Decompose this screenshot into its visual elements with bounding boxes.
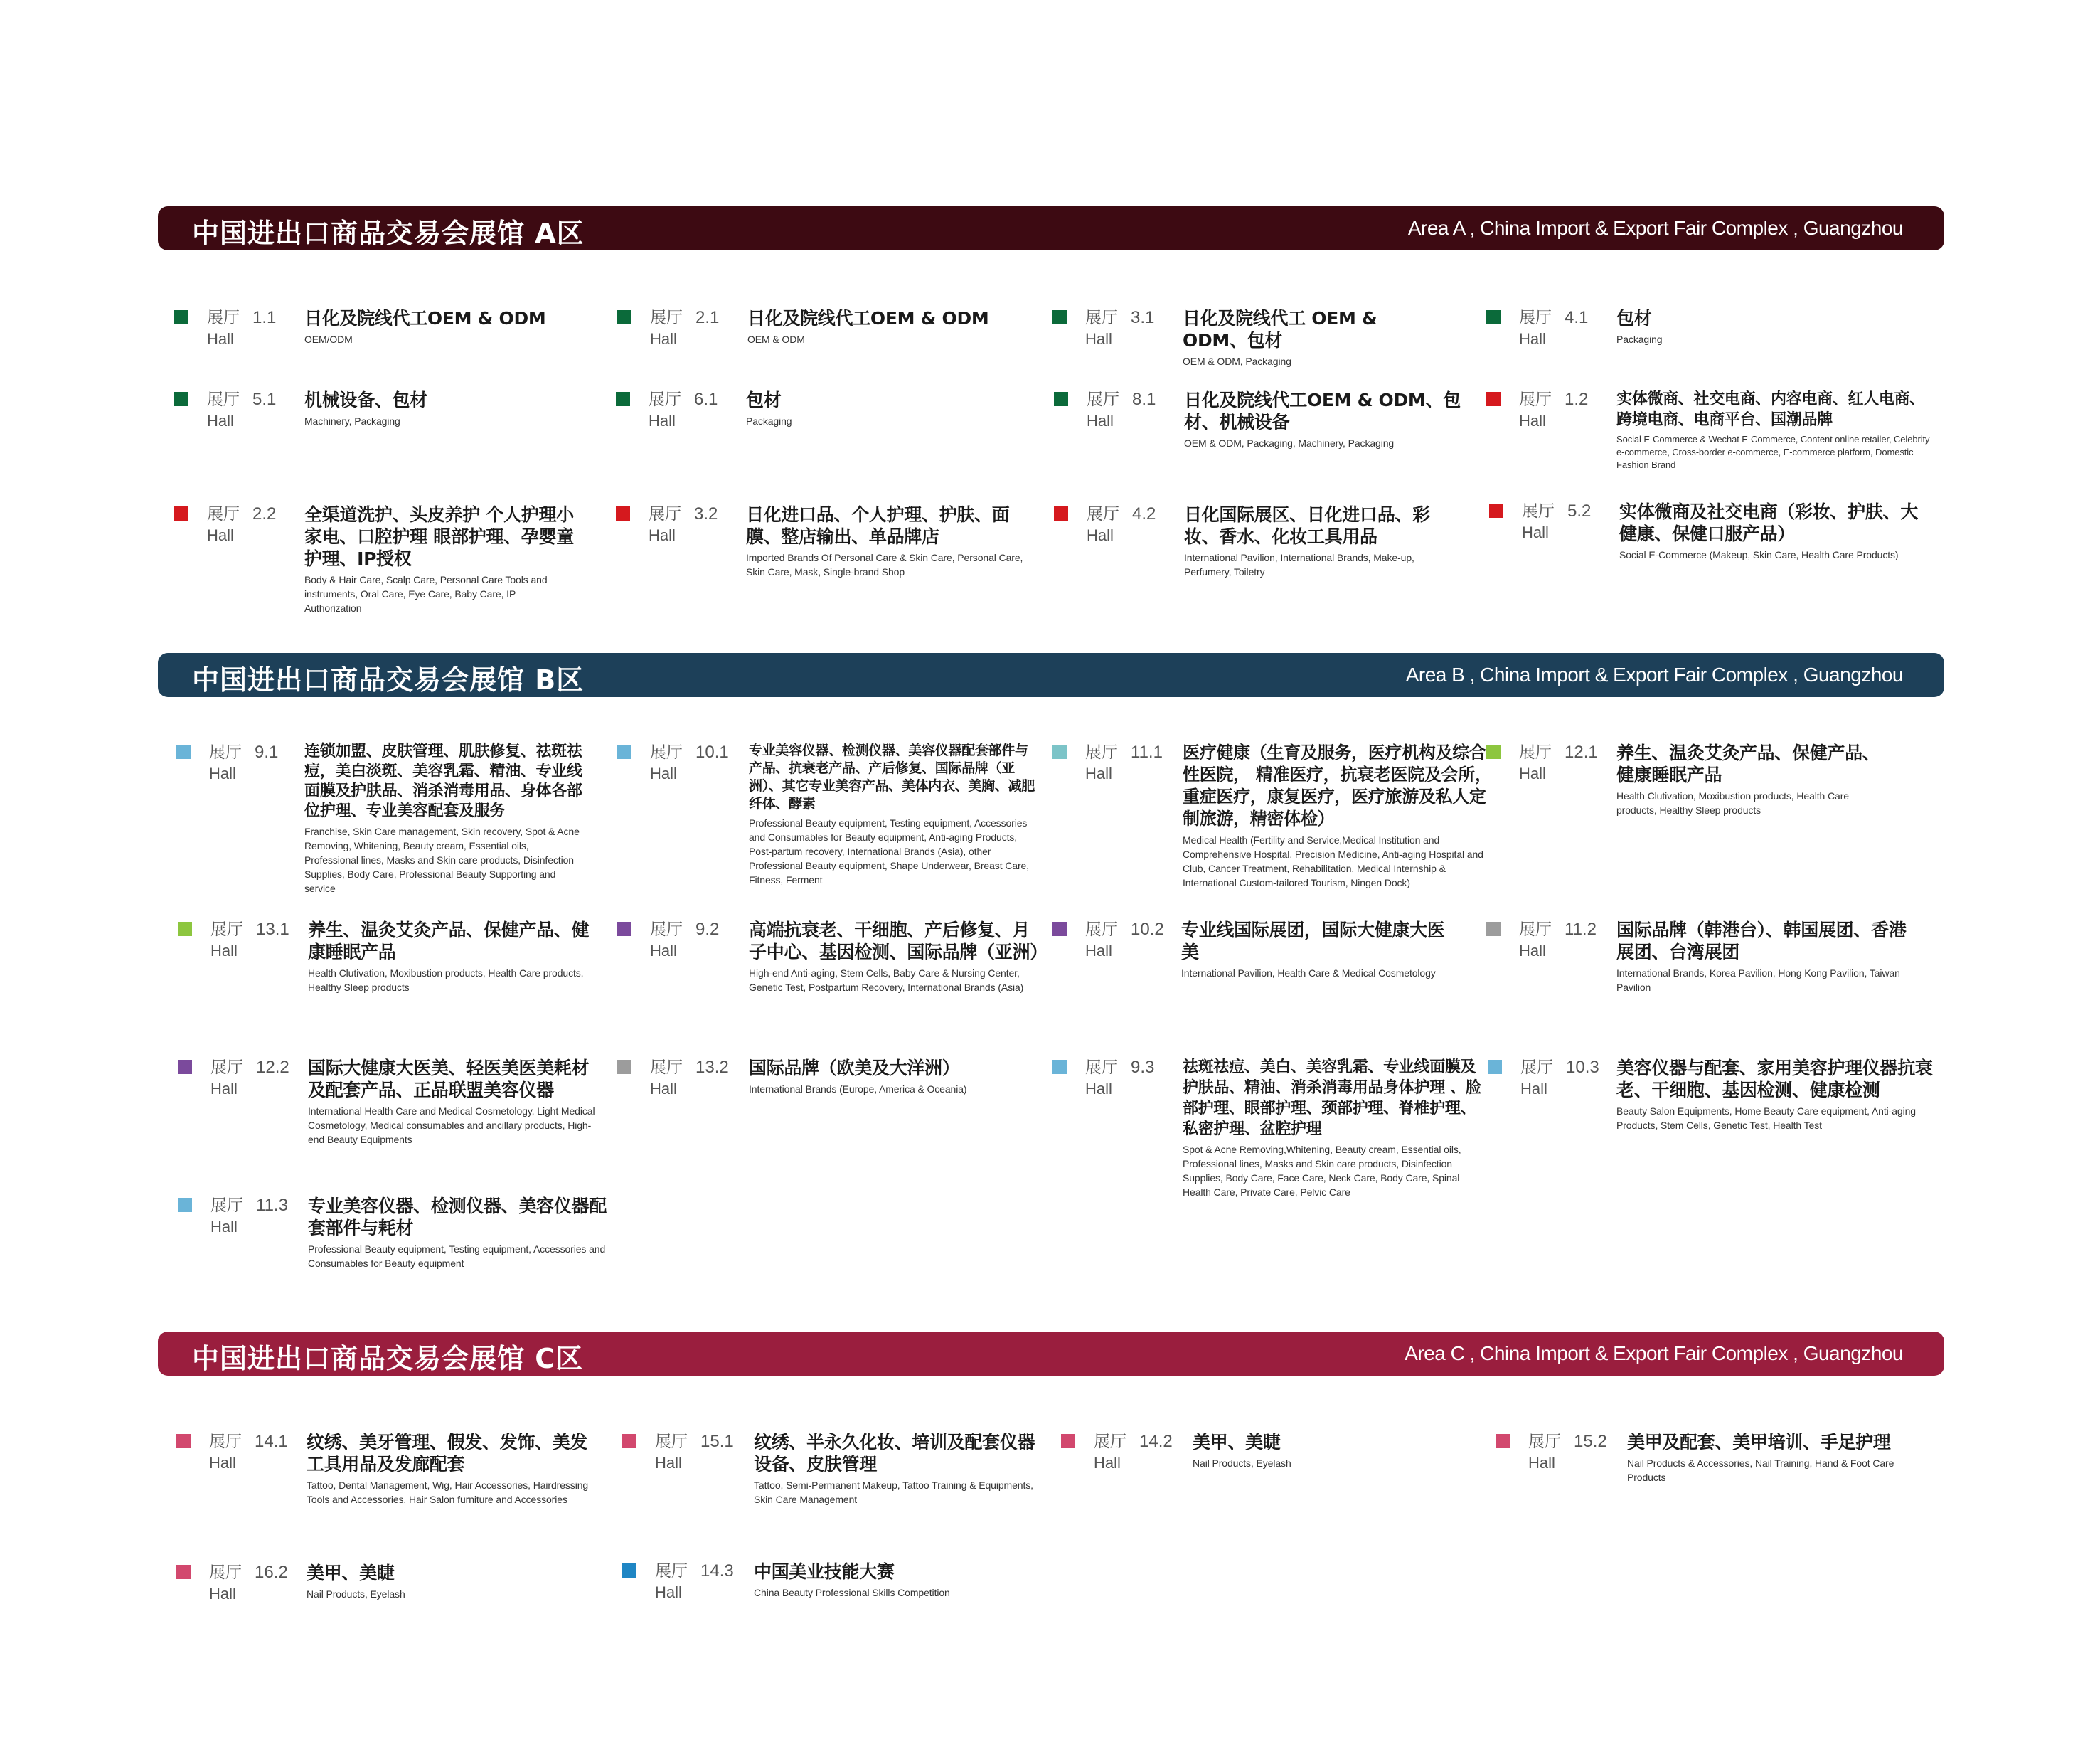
hall-title: 包材 [1616,308,1652,329]
hall-desc: Medical Health (Fertility and Service,Medical Institution and Comprehensive Hospital, Precision Medicine, Anti-aging Hospital and Club, Cancer Treatment, Rehabilitation, Medical Internship & International Custom-tailored Tourism, Ningen Dock) [1183,834,1483,888]
hall-title: 国际大健康大医美、轻医美医美耗材及配套产品、正品联盟美容仪器 [308,1058,590,1100]
hall-desc: Beauty Salon Equipments, Home Beauty Care equipment, Anti-aging Products, Stem Cells, Genetic Test, Health Test [1616,1105,1916,1131]
hall-color-marker [1052,310,1067,324]
hall-title: 国际品牌（欧美及大洋洲） [749,1058,960,1078]
hall-title: 医疗健康（生育及服务，医疗机构及综合性医院， 精准医疗，抗衰老医院及会所，重症医疗，康复医疗，医疗旅游及私人定制旅游，精密体检） [1183,743,1492,829]
hall-label: 展厅 6.1 Hall [649,390,718,430]
hall-label: 展厅 2.2 Hall [207,504,277,544]
hall-desc: Social E-Commerce (Makeup, Skin Care, Health Care Products) [1619,549,1899,560]
hall-label: 展厅 1.1 Hall [207,308,277,348]
hall-title: 日化国际展区、日化进口品、彩妆、香水、化妆工具用品 [1184,504,1430,547]
hall-label: 展厅 11.1 Hall [1085,743,1163,782]
hall-label: 展厅 15.1 Hall [655,1432,734,1472]
hall-desc: Packaging [1616,334,1663,345]
hall-label: 展厅 5.2 Hall [1522,501,1592,541]
hall-desc: International Health Care and Medical Cosmetology, Light Medical Cosmetology, Medical consumables and ancillary products, High-end Beauty Equipments [308,1105,595,1145]
hall-label: 展厅 9.1 Hall [209,743,279,782]
hall-title: 纹绣、美牙管理、假发、发饰、美发工具用品及发廊配套 [307,1432,588,1475]
hall-title: 养生、温灸艾灸产品、保健产品、健康睡眠产品 [308,920,590,962]
hall-title: 日化及院线代工OEM & ODM [304,308,546,329]
hall-title: 高端抗衰老、干细胞、产后修复、月子中心、基因检测、国际品牌（亚洲） [749,920,1048,962]
hall-label: 展厅 4.1 Hall [1519,308,1589,348]
hall-color-marker [1054,506,1068,521]
hall-color-marker [617,745,631,759]
hall-desc: OEM & ODM, Packaging, Machinery, Packaging [1184,437,1395,449]
hall-label: 展厅 8.1 Hall [1087,390,1156,430]
hall-desc: Imported Brands Of Personal Care & Skin Care, Personal Care, Skin Care, Mask, Single-brand Shop [746,552,1023,578]
hall-desc: OEM & ODM [747,334,805,345]
hall-color-marker [178,922,192,936]
hall-color-marker [176,1565,191,1579]
hall-color-marker [617,1060,631,1074]
hall-title: 实体微商及社交电商（彩妆、护肤、大健康、保健口服产品） [1619,501,1918,544]
hall-label: 展厅 14.1 Hall [209,1432,288,1472]
hall-desc: Tattoo, Semi-Permanent Makeup, Tattoo Training & Equipments, Skin Care Management [754,1479,1033,1505]
hall-color-marker [1052,745,1067,759]
hall-title: 专业美容仪器、检测仪器、美容仪器配套部件与耗材 [308,1196,607,1238]
hall-color-marker [1486,392,1501,406]
hall-desc: International Pavilion, Health Care & Medical Cosmetology [1181,967,1436,979]
hall-label: 展厅 5.1 Hall [207,390,277,430]
hall-title: 连锁加盟、皮肤管理、肌肤修复、祛斑祛痘，美白淡斑、美容乳霜、精油、专业线面膜及护肤品、消杀消毒用品、身体各部位护理、专业美容配套及服务 [304,743,582,820]
hall-color-marker [1486,922,1501,936]
hall-color-marker [174,392,188,406]
hall-color-marker [622,1563,636,1578]
hall-color-marker [178,1060,192,1074]
hall-color-marker [1496,1434,1510,1448]
hall-title: 纹绣、半永久化妆、培训及配套仪器设备、皮肤管理 [754,1432,1035,1475]
hall-color-marker [1486,745,1501,759]
hall-label: 展厅 9.3 Hall [1085,1058,1155,1098]
hall-label: 展厅 4.2 Hall [1087,504,1156,544]
hall-color-marker [1052,1060,1067,1074]
hall-label: 展厅 10.1 Hall [650,743,729,782]
hall-desc: Health Clutivation, Moxibustion products, Health Care products, Healthy Sleep products [308,967,584,993]
hall-desc: Professional Beauty equipment, Testing equipment, Accessories and Consumables for Beauty equipment, Anti-aging Products, Post-partum recovery, International Brands (Asia), other Professional Beauty equipment, Shape Underwear, Breast Care, Fitness, Ferment [749,817,1030,886]
area-a-title-en: Area A , China Import & Export Fair Complex , Guangzhou [1407,217,1903,239]
hall-desc: Nail Products, Eyelash [1193,1457,1291,1469]
hall-color-marker [1486,310,1501,324]
hall-desc: Packaging [746,415,792,427]
hall-title: 国际品牌（韩港台）、韩国展团、香港展团、台湾展团 [1616,920,1907,962]
hall-desc: International Pavilion, International Brands, Make-up, Perfumery, Toiletry [1184,552,1414,578]
hall-title: 日化及院线代工OEM & ODM [747,308,989,329]
hall-color-marker [1488,1060,1502,1074]
hall-color-marker [622,1434,636,1448]
hall-desc: High-end Anti-aging, Stem Cells, Baby Care & Nursing Center, Genetic Test, Postpartum Recovery, International Brands (Asia) [749,967,1024,993]
hall-desc: OEM/ODM [304,334,353,345]
area-c-title-zh: 中国进出口商品交易会展馆 C区 [192,1343,584,1374]
hall-label: 展厅 11.3 Hall [210,1196,288,1236]
hall-title: 全渠道洗护、头皮养护 个人护理小家电、口腔护理 眼部护理、孕婴童护理、IP授权 [304,504,574,569]
hall-color-marker [616,392,630,406]
area-c-banner [158,1332,1944,1376]
hall-color-marker [617,310,631,324]
hall-title: 养生、温灸艾灸产品、保健产品、健康睡眠产品 [1616,743,1880,785]
hall-title: 日化及院线代工 OEM & ODM、包材 [1183,308,1377,351]
hall-desc: Franchise, Skin Care management, Skin recovery, Spot & Acne Removing, Whitening, Beauty cream, Essential oils, Professional lines, Masks and Skin care products, Disinfection Supplies, Body Care, Professional Beauty Supporting and service [304,826,580,894]
hall-color-marker [616,506,630,521]
hall-desc: OEM & ODM, Packaging [1183,356,1291,367]
hall-label: 展厅 14.3 Hall [655,1561,734,1601]
hall-label: 展厅 12.2 Hall [210,1058,289,1098]
hall-label: 展厅 3.2 Hall [649,504,718,544]
hall-desc: International Brands (Europe, America & Oceania) [749,1083,967,1095]
area-b-title-en: Area B , China Import & Export Fair Complex , Guangzhou [1405,664,1903,686]
area-c-title-en: Area C , China Import & Export Fair Complex , Guangzhou [1405,1342,1903,1364]
hall-title: 实体微商、社交电商、内容电商、红人电商、跨境电商、电商平台、国潮品牌 [1616,390,1926,429]
area-b-title-zh: 中国进出口商品交易会展馆 B区 [192,664,585,696]
hall-desc: Body & Hair Care, Scalp Care, Personal Care Tools and instruments, Oral Care, Eye Care, Baby Care, IP Authorization [304,574,548,614]
hall-label: 展厅 11.2 Hall [1519,920,1597,960]
hall-color-marker [1054,392,1068,406]
hall-title: 中国美业技能大赛 [754,1561,895,1582]
hall-color-marker [176,745,191,759]
hall-label: 展厅 10.3 Hall [1520,1058,1599,1098]
hall-color-marker [178,1198,192,1212]
hall-desc: Professional Beauty equipment, Testing equipment, Accessories and Consumables for Beauty equipment [308,1243,606,1269]
hall-color-marker [174,310,188,324]
hall-title: 包材 [746,390,782,410]
hall-label: 展厅 3.1 Hall [1085,308,1155,348]
hall-desc: Machinery, Packaging [304,415,400,427]
hall-label: 展厅 13.1 Hall [210,920,289,960]
hall-color-marker [176,1434,191,1448]
hall-color-marker [1061,1434,1075,1448]
hall-label: 展厅 1.2 Hall [1519,390,1589,430]
hall-desc: Tattoo, Dental Management, Wig, Hair Accessories, Hairdressing Tools and Accessories, Hair Salon furniture and Accessories [307,1479,589,1505]
hall-desc: Nail Products, Eyelash [307,1588,405,1600]
hall-color-marker [1052,922,1067,936]
hall-title: 专业线国际展团，国际大健康大医美 [1181,920,1445,962]
hall-desc: Nail Products & Accessories, Nail Training, Hand & Foot Care Products [1627,1457,1894,1483]
hall-label: 展厅 15.2 Hall [1528,1432,1607,1472]
area-a-banner [158,206,1944,250]
hall-color-marker [174,506,188,521]
hall-title: 专业美容仪器、检测仪器、美容仪器配套部件与产品、抗衰老产品、产后修复、国际品牌（亚洲）、其它专业美容产品、美体内衣、美胸、减肥纤体、酵素 [749,743,1035,812]
hall-title: 祛斑祛痘、美白、美容乳霜、专业线面膜及护肤品、精油、消杀消毒用品身体护理 、脸部护理、眼部护理、颈部护理、脊椎护理、私密护理、盆腔护理 [1183,1058,1481,1138]
area-a-title-zh: 中国进出口商品交易会展馆 A区 [192,218,585,249]
hall-label: 展厅 13.2 Hall [650,1058,729,1098]
hall-label: 展厅 2.1 Hall [650,308,720,348]
area-b-banner [158,653,1944,697]
hall-title: 美甲、美睫 [1193,1432,1281,1452]
hall-color-marker [617,922,631,936]
hall-desc: Health Clutivation, Moxibustion products, Health Care products, Healthy Sleep products [1616,790,1849,816]
hall-title: 机械设备、包材 [304,390,427,410]
hall-title: 美甲、美睫 [307,1563,395,1583]
hall-title: 美甲及配套、美甲培训、手足护理 [1627,1432,1891,1452]
hall-desc: Social E-Commerce & Wechat E-Commerce, Content online retailer, Celebrity e-commerce, Cross-border e-commerce, E-commerce platform, Domestic Fashion Brand [1616,434,1930,470]
hall-title: 日化及院线代工OEM & ODM、包材、机械设备 [1184,390,1461,432]
hall-desc: International Brands, Korea Pavilion, Hong Kong Pavilion, Taiwan Pavilion [1616,967,1900,993]
hall-desc: Spot & Acne Removing,Whitening, Beauty cream, Essential oils, Professional lines, Masks and Skin care products, Disinfection Supplies, Body Care, Face Care, Neck Care, Body Care, Spinal Health Care, Private Care, Pelvic Care [1183,1144,1461,1198]
hall-label: 展厅 16.2 Hall [209,1563,288,1603]
hall-title: 美容仪器与配套、家用美容护理仪器抗衰老、干细胞、基因检测、健康检测 [1616,1058,1933,1100]
hall-title: 日化进口品、个人护理、护肤、面膜、整店输出、单品牌店 [746,504,1010,547]
hall-desc: China Beauty Professional Skills Competition [754,1587,950,1598]
hall-label: 展厅 12.1 Hall [1519,743,1598,782]
hall-label: 展厅 10.2 Hall [1085,920,1164,960]
hall-label: 展厅 14.2 Hall [1094,1432,1173,1472]
hall-color-marker [1489,504,1503,518]
hall-label: 展厅 9.2 Hall [650,920,720,960]
